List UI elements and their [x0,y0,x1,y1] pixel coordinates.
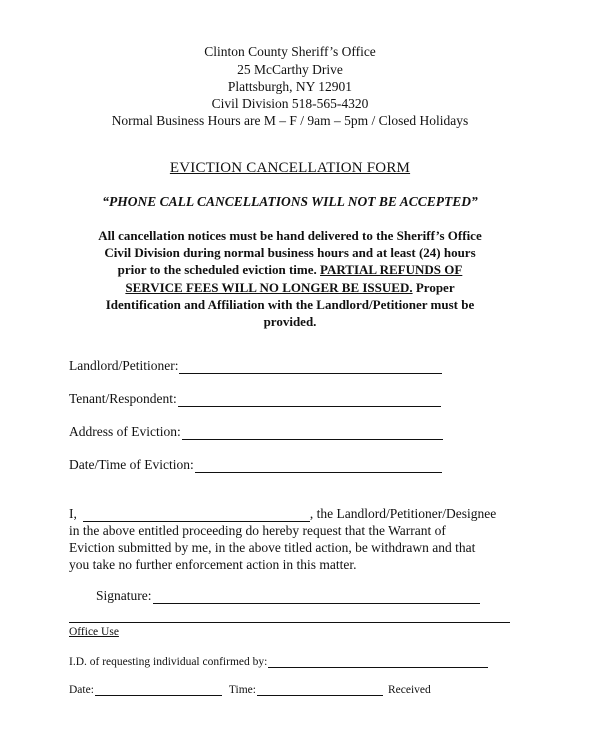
business-hours: Normal Business Hours are M – F / 9am – 5pm / Closed Holidays [111,113,469,128]
statement-line: Eviction submitted by me, in the above titled action, be withdrawn and that [69,540,476,555]
office-name: Clinton County Sheriff’s Office [204,44,376,59]
signature-input-line[interactable] [153,590,480,604]
tenant-label: Tenant/Respondent: [69,391,177,406]
statement-line: you take no further enforcement action in this matter. [69,557,357,572]
id-confirm-label: I.D. of requesting individual confirmed by: [69,656,268,668]
id-confirm-input-line[interactable] [268,654,488,668]
notice-text: prior to the scheduled eviction time. [117,262,317,278]
address-input-line[interactable] [182,426,443,440]
notice-line: Civil Division during normal business hours and at least (24) hours [104,245,476,261]
address-field [69,424,443,440]
notice-text: Proper [415,279,455,295]
office-use-divider [69,622,510,623]
refund-warning: SERVICE FEES WILL NO LONGER BE ISSUED. [125,279,413,295]
notice-line: All cancellation notices must be hand delivered to the Sheriff’s Office [98,228,482,243]
landlord-input-line[interactable] [179,360,442,374]
cancellation-notice [60,227,520,330]
id-confirm-field [69,654,488,668]
refund-warning: PARTIAL REFUNDS OF [320,262,463,278]
statement-first-line [69,505,529,522]
office-use-title: Office Use [69,626,119,638]
landlord-field [69,358,442,374]
notice-line [60,261,520,278]
civil-division-phone: Civil Division 518-565-4320 [211,96,369,111]
address-label: Address of Eviction: [69,424,181,439]
office-time-input-line[interactable] [257,682,383,696]
office-time-label: Time: [228,684,256,696]
withdrawal-statement [69,505,529,573]
office-date-label: Date: [69,684,94,696]
signature-label: Signature: [96,588,152,603]
statement-line: in the above entitled proceeding do hereby request that the Warrant of [69,523,446,538]
notice-line: provided. [263,314,317,330]
datetime-field [69,457,442,473]
office-date-input-line[interactable] [95,682,222,696]
office-date-time-row [69,682,431,696]
designee-label: , the Landlord/Petitioner/Designee [309,506,497,521]
i-label: I, [69,506,77,521]
datetime-label: Date/Time of Eviction: [69,457,194,472]
tenant-field [69,391,441,407]
landlord-label: Landlord/Petitioner: [69,358,179,373]
office-city: Plattsburgh, NY 12901 [227,79,353,94]
received-label: Received [387,684,431,696]
name-input-line[interactable] [83,508,310,522]
notice-line: Identification and Affiliation with the Landlord/Petitioner must be [105,296,475,312]
phone-cancellation-warning: “PHONE CALL CANCELLATIONS WILL NOT BE ACCEPTED” [102,194,478,209]
notice-line [60,279,520,296]
form-title: EVICTION CANCELLATION FORM [169,160,411,176]
office-street: 25 McCarthy Drive [237,62,343,77]
tenant-input-line[interactable] [178,393,441,407]
signature-field [96,588,480,604]
datetime-input-line[interactable] [195,459,442,473]
office-use-heading [69,626,119,638]
